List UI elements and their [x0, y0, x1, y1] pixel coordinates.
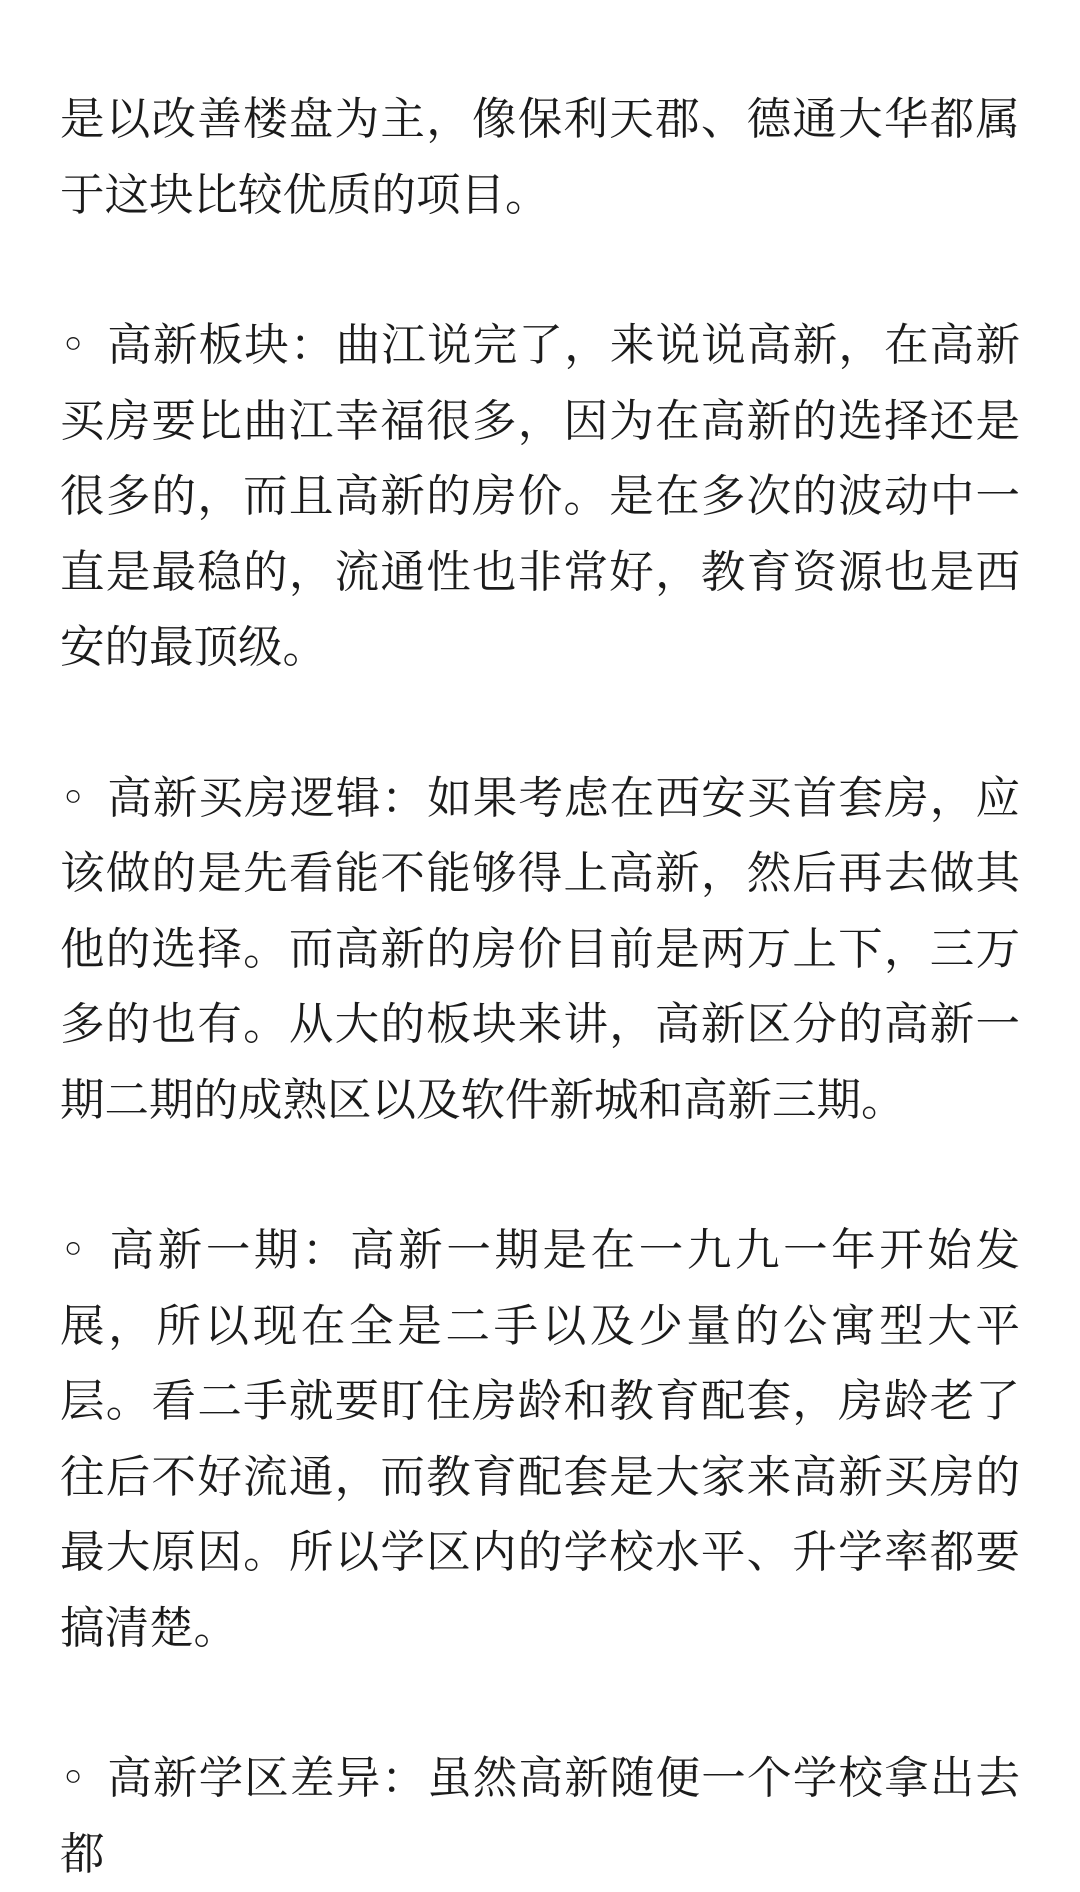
article-paragraph-intro — [60, 82, 1020, 233]
article-paragraph-gaoxin-sector — [60, 308, 1020, 686]
article-paragraph-gaoxin-school-district — [60, 1741, 1020, 1892]
paragraph-text: 高新板块：曲江说完了，来说说高新，在高新买房要比曲江幸福很多，因为在高新的选择还是很多的，而且高新的房价。是在多次的波动中一直是最稳的，流通性也非常好，教育资源也是西安的最顶级。 — [60, 320, 1020, 673]
article-paragraph-gaoxin-buying-logic — [60, 761, 1020, 1139]
article-paragraph-gaoxin-phase-one — [60, 1213, 1020, 1666]
hollow-bullet-icon: ◦ — [60, 1753, 87, 1804]
hollow-bullet-icon: ◦ — [60, 772, 87, 824]
paragraph-text: 高新学区差异：虽然高新随便一个学校拿出去都 — [60, 1753, 1020, 1880]
paragraph-text: 是以改善楼盘为主，像保利天郡、德通大华都属于这块比较优质的项目。 — [60, 94, 1020, 221]
hollow-bullet-icon: ◦ — [60, 1225, 87, 1276]
paragraph-text: 高新一期：高新一期是在一九九一年开始发展，所以现在全是二手以及少量的公寓型大平层。看二手就要盯住房龄和教育配套，房龄老了往后不好流通，而教育配套是大家来高新买房的最大原因。所以学区内的学校水平、升学率都要搞清楚。 — [60, 1225, 1020, 1654]
hollow-bullet-icon: ◦ — [60, 320, 87, 371]
paragraph-text: 高新买房逻辑：如果考虑在西安买首套房，应该做的是先看能不能够得上高新，然后再去做其他的选择。而高新的房价目前是两万上下，三万多的也有。从大的板块来讲，高新区分的高新一期二期的成熟区以及软件新城和高新三期。 — [60, 772, 1020, 1126]
